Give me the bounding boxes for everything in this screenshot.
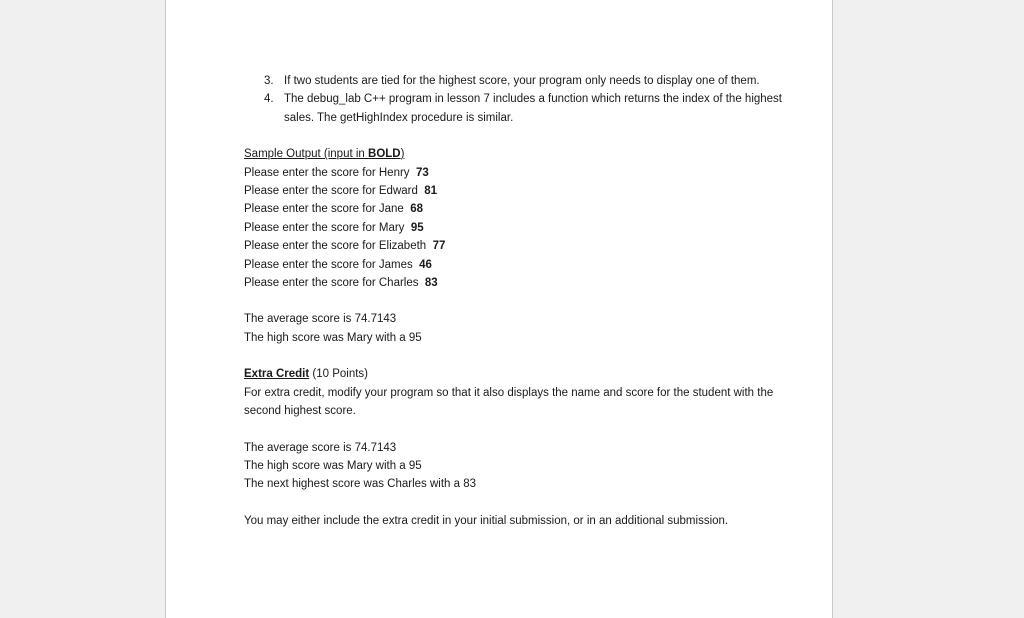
sample-heading-suffix: ) [400, 148, 405, 161]
prompt-text: Please enter the score for Mary [244, 221, 405, 234]
sample-heading-prefix: Sample Output (input in [244, 148, 369, 161]
sample-average-line: The average score is 74.7143 [244, 313, 397, 326]
prompt-input: 46 [419, 258, 432, 271]
list-item [244, 72, 784, 90]
prompt-input: 77 [432, 240, 446, 253]
prompt-input: 95 [410, 221, 424, 234]
prompt-text: Please enter the score for Jane [244, 203, 404, 216]
prompt-line [244, 200, 784, 218]
sample-output-heading [244, 145, 784, 163]
prompt-text: Please enter the score for Charles [244, 277, 419, 290]
document-content [244, 72, 784, 530]
prompt-input: 83 [424, 277, 438, 290]
prompt-text: Please enter the score for Henry [244, 166, 410, 179]
extra-credit-description: For extra credit, modify your program so that it also displays the name and score for the student with the second highest score. [244, 386, 774, 418]
prompt-line [244, 164, 784, 182]
extra-credit-points: (10 Points) [309, 368, 368, 381]
extra-credit-title: Extra Credit [244, 368, 310, 381]
prompt-text: Please enter the score for James [244, 258, 413, 271]
prompt-line [244, 256, 784, 274]
sample-heading-bold: BOLD [368, 148, 401, 161]
closing-paragraph: You may either include the extra credit in your initial submission, or in an additional submission. [244, 514, 729, 527]
prompt-input: 73 [415, 166, 429, 179]
prompt-input: 68 [410, 203, 424, 216]
list-item-text: The debug_lab C++ program in lesson 7 includes a function which returns the index of the highest sales. The getHighIndex procedure is similar. [284, 93, 783, 124]
prompt-line [244, 219, 784, 237]
extra-high-line: The high score was Mary with a 95 [244, 459, 422, 472]
prompt-line [244, 182, 784, 200]
list-item [244, 90, 784, 127]
document-page [165, 0, 833, 618]
extra-average-line: The average score is 74.7143 [244, 441, 397, 454]
extra-credit-heading [244, 365, 784, 383]
prompt-line [244, 237, 784, 255]
numbered-list [244, 72, 784, 127]
sample-high-line: The high score was Mary with a 95 [244, 331, 422, 344]
list-item-number: 3. [264, 75, 274, 87]
list-item-text: If two students are tied for the highest score, your program only needs to display one of them. [284, 75, 760, 87]
list-item-number: 4. [264, 93, 274, 106]
prompt-line [244, 274, 784, 292]
extra-next-line: The next highest score was Charles with a 83 [244, 478, 477, 491]
prompt-input: 81 [424, 185, 438, 198]
prompt-text: Please enter the score for Edward [244, 185, 418, 198]
prompt-text: Please enter the score for Elizabeth [244, 240, 427, 253]
